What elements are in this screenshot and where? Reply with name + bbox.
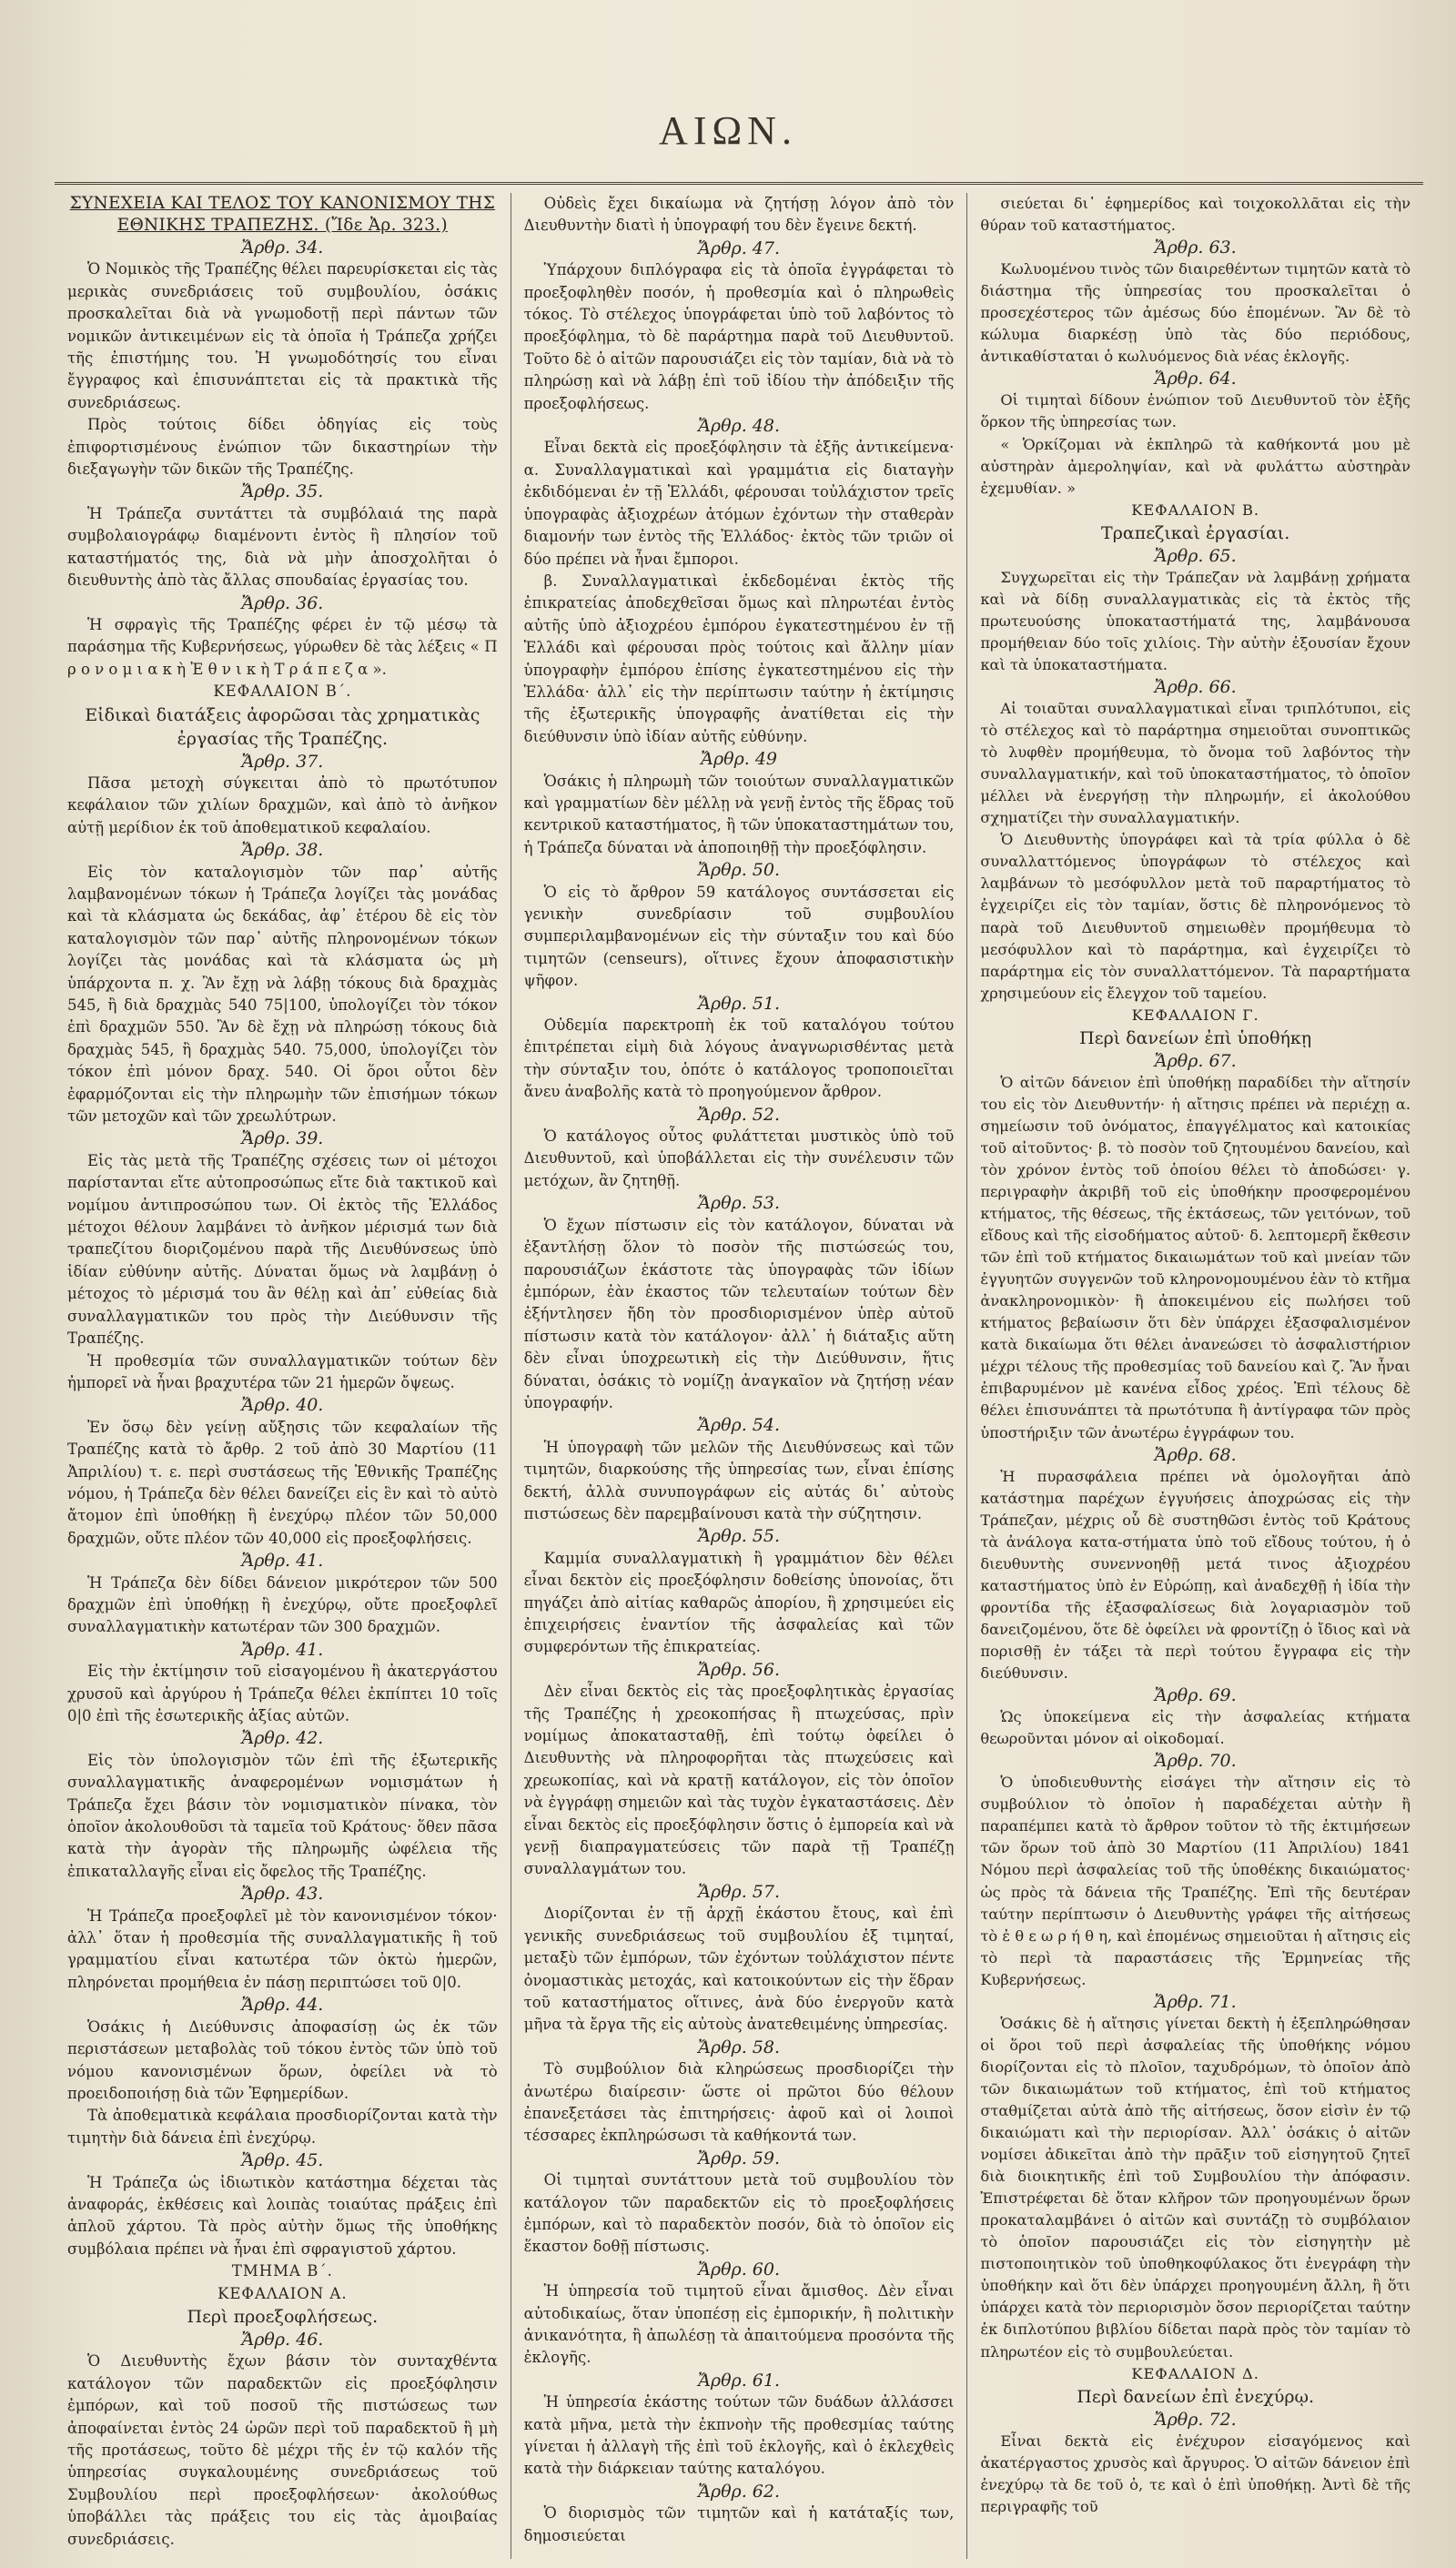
paragraph: Ἡ ὑπογραφὴ τῶν μελῶν τῆς Διευθύνσεως καὶ τῶν τιμητῶν, διαρκούσης τῆς ὑπηρεσίας των, εἶναι ἐπίσης δεκτή, ἀλλὰ συνυπογράφων εἰς αὐτάς δι᾽ αὐτοὺς πιστώσεως δὲν παρεμβαίνουσι κατὰ τὴν σύζητησιν. [523, 1438, 955, 1522]
article-number: Ἄρθρ. 69. [1154, 1685, 1237, 1706]
article-number: Ἄρθρ. 45. [241, 2150, 324, 2171]
article-number: Ἄρθρ. 44. [241, 1995, 324, 2016]
paragraph: Ὁσάκις δὲ ἡ αἴτησις γίνεται δεκτὴ ἡ ἐξεπληρώθησαν οἱ ὅροι τοῦ περὶ ἀσφαλείας τῆς ὑποθήκης νόμου διορίζονται εἰς τὸ πλοῖον, ταχυδρόμων, τὸ ὁποῖον ἀπὸ τῶν δικαιωμάτων τοῦ κτήματος, ἐπὶ τοῦ κτήματος σταθμίζεται αὐτὰ ἀπὸ τῆς αἰτήσεως, ὅσον εἰσὶν ἐν τῷ δικαιώματι καὶ τὴν περιορίσαν. Ἀλλ᾽ ὁσάκις ὁ αἰτῶν νομίσει ἀδικεῖται ἀπὸ τὴν πρᾶξιν τοῦ εἰσηγητοῦ ζητεῖ διὰ διοικητικῆς ἐπὶ τοῦ Συμβουλίου τὴν ἀπόφασιν. Ἐπιστρέφεται δὲ ὅταν κλῆρον τῶν προηγουμένων ὅρων προκαταλαμβάνει ὁ αἰτῶν καὶ συντάζῃ τὸ συμβόλαιον τὸ ὁποῖον παρουσιάζει εἰς τὸν εἰσηγητὴν μὲ πιστοποιητικὸν τοῦ ὑποθηκοφύλακος ὅτι ἐνεγράφη τὴν ὑποθήκην καὶ ὅτι δὲν ὑπάρχει προηγουμένη ἄλλη, ἢ ὅτι ὑπάρχει κατὰ τὸν περιορισμὸν ὅσον περιορίζεται ταύτην ἐκ διπλοτύπου βιβλίου δίδεται παρὰ πρὸς τὸν ταμίαν τὸ πληρωτέον εἰς τὸ συμβουλεύεται. [980, 2014, 1411, 2361]
paragraph: Ἡ Τράπεζα ὡς ἰδιωτικὸν κατάστημα δέχεται τὰς ἀναφοράς, ἐκθέσεις καὶ λοιπὰς τοιαύτας πράξεις ἐπὶ ἁπλοῦ χάρτου. Τὰ πρὸς αὐτὴν ὅμως τῆς ὑποθήκης συμβόλαια πρέπει νὰ ἦναι ἐπὶ σφραγιστοῦ χάρτου. [67, 2173, 498, 2258]
paragraph: Διορίζονται ἐν τῇ ἀρχῇ ἑκάστου ἔτους, καὶ ἐπὶ γενικῆς συνεδριάσεως τοῦ συμβουλίου ἐξ τιμηταί, μεταξὺ τῶν ἐμπόρων, τῶν ἐχόντων τοὐλάχιστον πέντε ὀνομαστικὰς μετοχάς, καὶ κατοικούντων εἰς τὴν ἕδραν τοῦ καταστήματος οἵτινες, ἀνὰ δύο ἐνεργοῦν κατὰ μῆνα τὰ ἔργα τῆς εἰς αὐτοὺς ἀνατεθειμένης ὑπηρεσίας. [523, 1905, 955, 2034]
paragraph: Ἡ ὑπηρεσία τοῦ τιμητοῦ εἶναι ἄμισθος. Δὲν εἶναι αὐτοδικαίως, ὅταν ὑποπέσῃ εἰς ἐμπορικήν, ἢ πολιτικὴν ἀνικανότητα, ἢ ἀπωλέσῃ τὰ ἀπαιτούμενα προσόντα τῆς ἐκλογῆς. [523, 2282, 955, 2367]
article-number: Ἄρθρ. 48. [697, 416, 781, 437]
chapter-heading: ΚΕΦΑΛΑΙΟΝ Δ. [1131, 2364, 1259, 2382]
article-number: Ἄρθρ. 66. [1154, 676, 1237, 697]
paragraph: Τὰ ἀποθεματικὰ κεφάλαια προσδιορίζονται κατὰ τὴν τιμητὴν διὰ δάνεια ἐπὶ ἐνεχύρῳ. [67, 2107, 498, 2147]
article-number: Ἄρθρ. 40. [241, 1395, 324, 1416]
paragraph: Ἡ Τράπεζα συντάττει τὰ συμβόλαιά της παρὰ συμβολαιογράφῳ διαμένοντι ἐντὸς ἢ πλησίον τοῦ καταστήματός της, διὰ νὰ μὴν ἀποσχολῆται ὁ διευθυντὴς ἀπὸ τὰς ἄλλας σπουδαίας ἐργασίας του. [67, 504, 498, 590]
paragraph: Ὁσάκις ἡ πληρωμὴ τῶν τοιούτων συναλλαγματικῶν καὶ γραμματίων δὲν μέλλῃ νὰ γενῇ ἐντὸς τῆς ἕδρας τοῦ κεντρικοῦ καταστήματος, ἢ τῶν ὑποκαταστημάτων του, ἡ Τράπεζα δύναται νὰ ἀποποιηθῇ τὴν προεξόφλησιν. [523, 772, 955, 856]
column-1 [55, 193, 511, 2559]
chapter-heading: ΚΕΦΑΛΑΙΟΝ Γ. [1131, 1006, 1259, 1024]
article-number: Ἄρθρ. 61. [697, 2370, 781, 2391]
paragraph: Ἡ Τράπεζα δὲν δίδει δάνειον μικρότερον τῶν 500 δραχμῶν ἐπὶ ὑποθήκῃ ἢ ἐνεχύρῳ, οὔτε προεξοφλεῖ συναλλαγματικὴν κατωτέραν τῶν 300 δραχμῶν. [67, 1573, 498, 1636]
section-heading: Τραπεζικαὶ ἐργασίαι. [1101, 522, 1290, 543]
article-number: Ἄρθρ. 53. [697, 1193, 781, 1214]
article-number: Ἄρθρ. 41. [241, 1639, 324, 1660]
column-3 [966, 193, 1423, 2559]
article-number: Ἄρθρ. 46. [241, 2329, 324, 2350]
paragraph: Ὑπάρχουν διπλόγραφα εἰς τὰ ὁποῖα ἐγγράφεται τὸ προεξοφληθὲν ποσόν, ἡ προθεσμία καὶ ὁ πληρωθεὶς τόκος. Τὸ στέλεχος ὑπογράφεται ὑπὸ τοῦ λαβόντος τὸ προεξόφλημα, τὸ δὲ παράρτημα παρὰ τοῦ Διευθυντοῦ. Τοῦτο δὲ ὁ αἰτῶν παρουσιάζει εἰς τὸν ταμίαν, διὰ νὰ τὸ πληρώσῃ καὶ νὰ λάβῃ ἐπὶ τοῦ ἰδίου τὴν ἀπόδειξιν τῆς προεξοφλήσεως. [523, 261, 955, 412]
paragraph: Οἱ τιμηταὶ συντάττουν μετὰ τοῦ συμβουλίου τὸν κατάλογον τῶν παραδεκτῶν εἰς τὸ προεξοφλήσεις ἐμπόρων, καὶ τὸ παραδεκτὸν ποσόν, διὰ τὸ ὁποῖον εἰς ἕκαστον δοθῇ πίστωσις. [523, 2171, 955, 2256]
paragraph: Ὁ αἰτῶν δάνειον ἐπὶ ὑποθήκῃ παραδίδει τὴν αἴτησίν του εἰς τὸν Διευθυντήν· ἡ αἴτησις πρέπει νὰ περιέχῃ α. σημείωσιν τοῦ ὀνόματος, ἐπαγγέλματος καὶ κατοικίας τοῦ αἰτοῦντος· β. τὸ ποσὸν τοῦ ζητουμένου δανείου, καὶ τὸν χρόνον ἐντὸς τοῦ ὁποίου θέλει τὸ ἀποδώσει· γ. περιγραφὴν ἀκριβῆ τοῦ εἰς ὑποθήκην προσφερομένου κτήματος, τῆς θέσεως, τῆς ἐκτάσεως, τῶν γειτόνων, τοῦ εἴδους καὶ τῆς εἰσοδήματος αὐτοῦ· δ. λεπτομερῆ ἔκθεσιν τῶν ἐπὶ τοῦ κτήματος δικαιωμάτων τοῦ καὶ μνείαν τῶν ἐγγυητῶν συγγενῶν τοῦ κληρονομουμένου ἐὰν τὸ κτῆμα ἀνακληρονομικὸν· ἢ ἀποκειμένου εἰς πωλήσει τοῦ κτήματος βεβαίωσιν ὅτι δὲν ὑπάρχει ἐξασφαλισμένον κατὰ δικαίωμα ὅτι θέλει ἀνανεώσει τὸ ἀσφαλιστήριον μέχρι τέλους τῆς προθεσμίας τοῦ δανείου καὶ ζ. Ἂν ἦναι ἐπιβαρυμένον μὲ κανένα εἶδος χρέος. Ἐπὶ τέλους δὲ θέλει ἐπισυνάπτει τὰ πρωτότυπα ἢ ἀντίγραφα τῶν πρὸς ὑποστήριξιν τῶν ἀνωτέρω ἐγγράφων του. [980, 1073, 1411, 1441]
paragraph: Ἡ προθεσμία τῶν συναλλαγματικῶν τούτων δὲν ἠμπορεῖ νὰ ἦναι βραχυτέρα τῶν 21 ἡμερῶν ὄψεως. [67, 1351, 498, 1391]
paragraph: Συγχωρεῖται εἰς τὴν Τράπεζαν νὰ λαμβάνῃ χρήματα καὶ νὰ δίδῃ συναλλαγματικὰς εἰς τὰ ἐκτὸς τῆς πρωτευούσης ὑποκαταστήματά της, λαμβάνουσα προμήθειαν δύο τοῖς χιλίοις. Τὴν αὐτὴν ἐξουσίαν ἔχουν καὶ τὰ ὑποκαταστήματα. [980, 568, 1411, 673]
paragraph: Ὁσάκις ἡ Διεύθυνσις ἀποφασίσῃ ὡς ἐκ τῶν περιστάσεων μεταβολὰς τοῦ τόκου ἐντὸς τῶν ὑπὸ τοῦ νόμου κανονισμένων ὅρων, ὀφείλει νὰ τὸ προειδοποιήσῃ διὰ τῶν Ἐφημερίδων. [67, 2017, 498, 2102]
article-number: Ἄρθρ. 54. [697, 1415, 781, 1436]
paragraph: σιεύεται δι᾽ ἐφημερίδος καὶ τοιχοκολλᾶται εἰς τὴν θύραν τοῦ καταστήματος. [980, 195, 1411, 235]
paragraph: Οὐδεὶς ἔχει δικαίωμα νὰ ζητήσῃ λόγον ἀπὸ τὸν Διευθυντὴν διατὶ ἡ ὑπογραφή του δὲν ἔγεινε δεκτή. [523, 195, 955, 235]
article-number: Ἄρθρ. 34. [241, 238, 324, 258]
paragraph: Ὁ κατάλογος οὗτος φυλάττεται μυστικὸς ὑπὸ τοῦ Διευθυντοῦ, καὶ ὑποβάλλεται εἰς τὴν συνέλευσιν τῶν μετόχων, ἂν ζητηθῇ. [523, 1127, 955, 1189]
paragraph: Ἐν ὅσῳ δὲν γείνῃ αὔξησις τῶν κεφαλαίων τῆς Τραπέζης κατὰ τὸ ἄρθρ. 2 τοῦ ἀπὸ 30 Μαρτίου (11 Ἀπριλίου) τ. ε. περὶ συστάσεως τῆς Ἐθνικῆς Τραπέζης νόμου, ἡ Τράπεζα δὲν θέλει δανείζει εἰς ἓν καὶ τὸ αὐτὸ ἄτομον ἐπὶ ὑποθήκῃ ἢ ἐνεχύρῳ πλέον τῶν 50,000 δραχμῶν, οὔτε πλέον τῶν 40,000 εἰς προεξοφλήσεις. [67, 1418, 498, 1547]
article-number: Ἄρθρ. 57. [697, 1881, 781, 1902]
chapter-heading: ΤΜΗΜΑ Β΄. [231, 2262, 333, 2280]
paragraph: Ὁ ἔχων πίστωσιν εἰς τὸν κατάλογον, δύναται νὰ ἐξαντλήσῃ ὅλον τὸ ποσὸν τῆς πιστώσεώς του, παρουσιάζων ἑκάστοτε τὰς ὑπογραφὰς τῶν ἰδίων ἐμπόρων, ἐὰν ἑκαστος τῶν τελευταίων τούτων δὲν ἐξήντλησεν ἤδη τὸν προσδιορισμένον ὑπὲρ αὐτοῦ πίστωσιν κατὰ τὸν κατάλογον· ἀλλ᾽ ἡ διάταξις αὕτη δὲν εἶναι ὑποχρεωτικὴ εἰς τὴν Διεύθυνσιν, ἥτις δύναται, ὁσάκις τὸ νομίζῃ ἀναγκαῖον νὰ ζητήσῃ νέαν ὑπογραφήν. [523, 1216, 955, 1411]
article-number: Ἄρθρ. 52. [697, 1104, 781, 1125]
paragraph: Εἰς τὴν ἐκτίμησιν τοῦ εἰσαγομένου ἢ ἀκατεργάστου χρυσοῦ καὶ ἀργύρου ἡ Τράπεζα θέλει ἐκπίπτει 10 τοῖς 0|0 ἐπὶ τῆς ἐσωτερικῆς ἀξίας αὐτῶν. [67, 1663, 498, 1724]
header-rule [55, 182, 1423, 185]
paragraph: Εἰς τὰς μετὰ τῆς Τραπέζης σχέσεις των οἱ μέτοχοι παρίστανται εἴτε αὐτοπροσώπως εἴτε διὰ τακτικοῦ καὶ νομίμου ἀντιπροσώπου των. Οἱ ἐκτὸς τῆς Ἑλλάδος μέτοχοι θέλουν λαμβάνει τὸ ἀνῆκον μέρισμά των διὰ τραπεζίτου διοριζομένου παρὰ τῆς Διευθύνσεως ὑπὸ ἰδίαν εὐθύνην αὐτῆς. Δύναται ὅμως νὰ λαμβάνῃ ὁ μέτοχος τὸ μέρισμά του ἂν θέλῃ καὶ ἀπ᾽ εὐθείας διὰ συναλλαγματικῶν του πρὸς τὴν Διεύθυνσιν τῆς Τραπέζης. [67, 1151, 498, 1348]
article-number: Ἄρθρ. 56. [697, 1659, 781, 1680]
article-number: Ἄρθρ. 47. [697, 238, 781, 258]
paragraph: Ὁ εἰς τὸ ἄρθρον 59 κατάλογος συντάσσεται εἰς γενικὴν συνεδρίασιν τοῦ συμβουλίου συμπεριλαμβανομένων εἰς τὴν σύνταξιν του καὶ δύο τιμητῶν (censeurs), οἵτινες ἔχουν ἀποφασιστικὴν ψῆφον. [523, 883, 955, 990]
paragraph: Δὲν εἶναι δεκτὸς εἰς τὰς προεξοφλητικὰς ἐργασίας τῆς Τραπέζης ἡ χρεοκοπήσας ἢ πτωχεύσας, πρὶν νομίμως ἀποκατασταθῇ, ἐπὶ τούτῳ ὀφείλει ὁ Διευθυντὴς νὰ πληροφορῆται τὰς πτωχεύσεις καὶ χρεωκοπίας, καὶ νὰ κρατῇ κατάλογον, εἰς τὸν ὁποῖον νὰ ἐγγράφῃ σημειῶν καὶ τὰς τυχὸν ἐγκαταστάσεις. Δὲν εἶναι δεκτὸς εἰς προεξόφλησιν ὅστις ὁ ἐμπορεία καὶ νὰ γενῇ διαπραγματεύσεις τῶν παρὰ τῇ Τραπέζῃ συναλλαγμάτων του. [523, 1683, 955, 1878]
article-number: Ἄρθρ. 51. [697, 993, 781, 1014]
article-number: Ἄρθρ. 68. [1154, 1444, 1237, 1465]
column-2 [511, 193, 967, 2559]
paragraph: Αἱ τοιαῦται συναλλαγματικαὶ εἶναι τριπλότυποι, εἰς τὸ στέλεχος καὶ τὸ παράρτημα σημειοῦται συνοπτικῶς τὸ λυφθὲν προμήθευμα, τὸ ὄνομα τοῦ λαβόντος τὴν συναλλαγματικήν, καὶ τοῦ ὑποκαταστήματος, τὸ ὁποῖον μέλλει νὰ ἐνεργήσῃ τὴν πληρωμήν, εἰ ἀκολούθου σχηματίζει τὴν συναλλαγματικήν. [980, 700, 1411, 827]
article-number: Ἄρθρ. 39. [241, 1128, 324, 1149]
article-number: Ἄρθρ. 59. [697, 2148, 781, 2169]
paragraph: « Ὁρκίζομαι νὰ ἐκπληρῶ τὰ καθήκοντά μου μὲ αὐστηρὰν ἀμεροληψίαν, καὶ νὰ φυλάττω αὐστηρὰν ἐχεμυθίαν. » [980, 435, 1411, 497]
paragraph: Εἰς τὸν καταλογισμὸν τῶν παρ᾽ αὐτῆς λαμβανομένων τόκων ἡ Τράπεζα λογίζει τὰς μονάδας καὶ τὰ κλάσματα ὡς δεκάδας, ἀφ᾽ ἑτέρου δὲ εἰς τὸν καταλογισμὸν τῶν παρ᾽ αὐτῆς πληρονομένων τόκων λογίζει τὰς μονάδας καὶ τὰ κλάσματα ὡς μὴ ὑπάρχοντα π. χ. Ἂν ἔχῃ νὰ λάβῃ τόκους διὰ δραχμὰς 545, ἢ διὰ δραχμὰς 540 75|100, ὑπολογίζει τὸν τόκον ἐπὶ δραχμῶν 550. Ἂν δὲ ἔχῃ νὰ πληρώσῃ τόκους διὰ δραχμὰς 545, ἢ δραχμὰς 540. 75,000, ὑπολογίζει τὸν τόκον ἐπὶ μόνον δραχ. 540. Οἱ ὅροι οὗτοι δὲν ἐφαρμόζονται εἰς τὴν πληρωμὴν τῶν ἐπισήμων τόκων τῶν μετοχῶν καὶ τῶν χρεωλύτρων. [67, 863, 498, 1126]
article-number: Ἄρθρ. 65. [1154, 545, 1237, 566]
paragraph: Οἱ τιμηταὶ δίδουν ἐνώπιον τοῦ Διευθυντοῦ τὸν ἑξῆς ὅρκον τῆς ὑπηρεσίας των. [980, 391, 1411, 431]
paragraph: Ἡ σφραγὶς τῆς Τραπέζης φέρει ἐν τῷ μέσῳ τὰ παράσημα τῆς Κυβερνήσεως, γύρωθεν δὲ τὰς λέξεις « Π ρ ο ν ο μ ι α κ ὴ Ἐ θ ν ι κ ὴ Τ ρ ά π ε ζ α ». [67, 615, 498, 678]
article-number: Ἄρθρ. 62. [697, 2481, 781, 2502]
paragraph: Ὁ ὑποδιευθυντὴς εἰσάγει τὴν αἴτησιν εἰς τὸ συμβούλιον τὸ ὁποῖον ἡ παραδέχεται αὐτὴν ἢ παραπέμπει κατὰ τὸ ἄρθρον τοῦτον τὸ τῆς ἐκτιμήσεων τῶν ὅρων τοῦ ἀπὸ 30 Μαρτίου (11 Ἀπριλίου) 1841 Νόμου περὶ ἀσφαλείας τοῦ τῆς ὑποθέκης δικαιώματος· ὡς πρὸς τὰ δάνεια τῆς Τραπέζης. Ἐπὶ τῆς δευτέραν ταύτην περίπτωσιν ὁ Διευθυντὴς γράφει τῆς αἰτήσεως τὸ ἐ θ ε ω ρ ή θ η, καὶ ἐπομένως σημειοῦται ἡ αἴτησις εἰς τὸ περὶ τὰ παραστάσεις τῆς Ἐρμηνείας τῆς Κυβερνήσεως. [980, 1774, 1411, 1988]
text-columns [55, 193, 1423, 2559]
article-number: Ἄρθρ. 55. [697, 1526, 781, 1547]
article-number: Ἄρθρ. 58. [697, 2037, 781, 2057]
paragraph: Ὁ Διευθυντὴς ἔχων βάσιν τὸν συνταχθέντα κατάλογον τῶν παραδεκτῶν εἰς προεξόφλησιν ἐμπόρων, καὶ τοῦ ποσοῦ τῆς πιστώσεως των ἀποφαίνεται ἐντὸς 24 ὡρῶν περὶ τοῦ παραδεκτοῦ ἢ μὴ τῆς προτάσεως, τοῦτο δὲ μέχρι τῆς ἐν τῷ καλόν τῆς ὑπηρεσίας συγκαλουμένης συνεδριάσεως τοῦ Συμβουλίου περὶ προεξοφλήσεων· ἀκολούθως ὑποβάλλει τὰς πράξεις του εἰς τὰς ἀμοιβαίας συνεδριάσεις. [67, 2352, 498, 2548]
article-number: Ἄρθρ. 60. [697, 2259, 781, 2280]
chapter-heading: ΚΕΦΑΛΑΙΟΝ Β΄. [213, 682, 352, 701]
paragraph: Τὸ συμβούλιον διὰ κληρώσεως προσδιορίζει τὴν ἀνωτέρω διαίρεσιν· ὥστε οἱ πρῶτοι δύο θέλουν ἐπανεξετάσει τὰς ἐπιτηρήσεις· ἀφοῦ καὶ οἱ λοιποὶ τέσσαρες ἐκπληρώσωσι τὰ καθήκοντά των. [523, 2060, 955, 2145]
paragraph: Πρὸς τούτοις δίδει ὁδηγίας εἰς τοὺς ἐπιφορτισμένους ἐνώπιον τῶν δικαστηρίων τὴν διεξαγωγὴν τῶν δικῶν τῆς Τραπέζης. [67, 416, 498, 479]
paragraph: Κωλυομένου τινὸς τῶν διαιρεθέντων τιμητῶν κατὰ τὸ διάστημα τῆς ὑπηρεσίας του προσκαλεῖται ὁ προσεχέστερος τῶν ἀμέσως δύο ἑπομένων. Ἂν δὲ τὸ κώλυμα διαρκέσῃ ὑπὸ τὰς δύο περιόδους, ἀντικαθίσταται ὁ κωλυόμενος διὰ νέας ἐκλογῆς. [980, 260, 1411, 366]
article-number: Ἄρθρ. 50. [697, 860, 781, 881]
article-number: Ἄρθρ. 42. [241, 1728, 324, 1749]
section-heading: Περὶ δανείων ἐπὶ ἐνεχύρῳ. [1077, 2386, 1315, 2407]
paragraph: β. Συναλλαγματικαὶ ἐκδεδομέναι ἐκτὸς τῆς ἐπικρατείας ἀποδεχθεῖσαι ὅμως καὶ πληρωτέαι ἐντὸς αὐτῆς ὑπὸ ἀξιοχρέου ἐμπόρου ἐγκατεστημένου ἐν τῇ Ἑλλάδι καὶ φέρουσαι πρὸς τούτοις καὶ ἄλλην μίαν ὑπογραφὴν ἐμπόρου ἐπίσης ἐγκατεστημένου εἰς τὴν Ἑλλάδα· ἀλλ᾽ εἰς τὴν περίπτωσιν ταύτην ἡ ἐκτίμησις τῆς ἐξωτερικῆς ὑπογραφῆς ἀνατίθεται εἰς τὴν διεύθυνσιν ὑπὸ ἰδίαν αὐτῆς εὐθύνην. [523, 571, 955, 745]
paragraph: Ἡ Τράπεζα προεξοφλεῖ μὲ τὸν κανονισμένον τόκον· ἀλλ᾽ ὅταν ἡ προθεσμία τῆς συναλλαγματικῆς ἢ τοῦ γραμματίου εἶναι κατωτέρα τῶν ὀκτὼ ἡμερῶν, πληρόνεται προμήθεια ἐν πάσῃ περιπτώσει τοῦ 0|0. [67, 1906, 498, 1991]
paragraph: Ὁ Διευθυντὴς ὑπογράφει καὶ τὰ τρία φύλλα ὁ δὲ συναλλαττόμενος ὑπογράφων τὸ στέλεχος καὶ λαμβάνων τὸ μεσόφυλλον μετὰ τοῦ παραρτήματος τὸ ἐγχειρίζει εἰς τὸν ταμίαν, ὅστις δὲ πληρονόμενος τὸ παρὰ τοῦ Διευθυντοῦ σημειωθὲν προμήθευμα τὸ μεσόφυλλον καὶ τὸ παράρτημα, καὶ ἐγχειρίζει τὸ παράρτημα εἰς τὸν συναλλαττόμενον. Τὰ παραρτήματα χρησιμεύουν εἰς ἔλεγχον τοῦ ταμείου. [980, 831, 1411, 1002]
article-number: Ἄρθρ. 38. [241, 840, 324, 861]
article-number: Ἄρθρ. 36. [241, 592, 324, 613]
article-number: Ἄρθρ. 63. [1154, 238, 1237, 258]
article-number: Ἄρθρ. 43. [241, 1884, 324, 1905]
article-number: Ἄρθρ. 72. [1154, 2409, 1237, 2430]
paragraph: Καμμία συναλλαγματικὴ ἢ γραμμάτιον δὲν θέλει εἶναι δεκτὸν εἰς προεξόφλησιν δοθείσης ὑπονοίας, ὅτι πηγάζει ἀπὸ αἰτίας καθαρῶς ἀπορίου, ἢ χρησιμεύει εἰς ἐπιχειρήσεις ἐναντίον τῆς ἀσφαλείας καὶ τῶν συμφερόντων τῆς ἐπικρατείας. [523, 1549, 955, 1656]
paragraph: Οὐδεμία παρεκτροπὴ ἐκ τοῦ καταλόγου τούτου ἐπιτρέπεται εἰμὴ διὰ λόγους ἀναγνωρισθέντας μετὰ τὴν σύνταξιν του, ὁπότε ὁ κατάλογος τροποποιεῖται ἄνευ ἀναβολῆς κατὰ τὸ προηγούμενον ἄρθρον. [523, 1016, 955, 1101]
paragraph: Εἰς τὸν ὑπολογισμὸν τῶν ἐπὶ τῆς ἐξωτερικῆς συναλλαγματικῆς ἀναφερομένων νομισμάτων ἡ Τράπεζα ἔχει βάσιν τὸν νομισματικὸν πίνακα, τὸν ὁποῖον ἀκολουθοῦσι τὰ ταμεῖα τοῦ Κράτους· ὅθεν πᾶσα κατὰ τὴν ἀγορὰν τῆς πληρωμῆς ὠφέλεια τῆς ἐπικαταλλαγῆς εἶναι εἰς ὄφελος τῆς Τραπέζης. [67, 1751, 498, 1880]
article-number: Ἄρθρ. 64. [1154, 369, 1237, 389]
article-number: Ἄρθρ. 35. [241, 481, 324, 502]
paragraph: Ὁ Νομικὸς τῆς Τραπέζης θέλει παρευρίσκεται εἰς τὰς μερικὰς συνεδριάσεις τοῦ συμβουλίου, ὁσάκις προσκαλεῖται διὰ νὰ γνωμοδοτῇ περὶ πάντων τῶν νομικῶν ἀντικειμένων εἰς τὰ ὁποῖα ἡ Τράπεζα χρήζει τῆς ἐπιστήμης του. Ἡ γνωμοδότησίς του εἶναι ἔγγραφος καὶ ἐπισυνάπτεται εἰς τὰ πρακτικὰ τῆς συνεδριάσεως. [67, 260, 498, 411]
paragraph: Εἶναι δεκτὰ εἰς ἐνέχυρον εἰσαγόμενος καὶ ἀκατέργαστος χρυσὸς καὶ ἄργυρος. Ὁ αἰτῶν δάνειον ἐπὶ ἐνεχύρῳ τὰ δε τοῦ ὁ, τε καὶ ὁ ἐπὶ ὑποθήκῃ. Ἀντὶ δὲ τῆς περιγραφῆς τοῦ [980, 2432, 1411, 2515]
article-number: Ἄρθρ. 41. [241, 1551, 324, 1572]
newspaper-title: ΑΙΩΝ. [659, 108, 797, 153]
paragraph: Ἡ πυρασφάλεια πρέπει νὰ ὁμολογῆται ἀπὸ κατάστημα παρέχων ἐγγυήσεις ἀποχρώσας εἰς τὴν Τράπεζαν, μέχρις οὗ δὲ συστηθῶσι ἐντὸς τοῦ Κράτους τὰ ἀνάλογα κατα-στήματα ὑπὸ τοῦ εἴδους τούτου, ἡ ὁ διευθυντὴς συνεννοηθῇ μετά τινος ἀξιοχρέου καταστήματος ὑπὸ ἐν Εὐρώπῃ, καὶ ἀναδεχθῇ ἡ ἰδία τὴν φροντίδα τῆς ἐξασφαλίσεως διὰ λογαριασμὸν τοῦ δανειζομένου, ὅτε δὲ ὀφείλει νὰ φροντίζῃ ὁ ἴδιος καὶ νὰ πορισθῇ ἐν τάξει τὰ περὶ τούτου ἔγγραφα εἰς τὴν διεύθυνσιν. [980, 1467, 1411, 1683]
paragraph: Ἡ ὑπηρεσία ἑκάστης τούτων τῶν δυάδων ἀλλάσσει κατὰ μῆνα, μετὰ τὴν ἐκπνοὴν τῆς προθεσμίας ταύτης γίνεται ἡ ἀλλαγὴ τῆς ἐπὶ τοῦ ἐκλογῆς, καὶ ὁ ἐκλεχθεὶς κατὰ τὴν διάρκειαν ταύτης καταλόγου. [523, 2393, 955, 2478]
section-heading: Περὶ δανείων ἐπὶ ὑποθήκῃ [1079, 1027, 1312, 1048]
continuation-heading: ΣΥΝΕΧΕΙΑ ΚΑΙ ΤΕΛΟΣ ΤΟΥ ΚΑΝΟΝΙΣΜΟΥ ΤΗΣ ΕΘΝΙΚΗΣ ΤΡΑΠΕΖΗΣ. (Ἴδε Ἀρ. 323.) [69, 194, 496, 235]
masthead [33, 0, 1423, 155]
paragraph: Εἶναι δεκτὰ εἰς προεξόφλησιν τὰ ἑξῆς ἀντικείμενα· α. Συναλλαγματικαὶ καὶ γραμμάτια εἰς διαταγὴν ἐκδιδόμεναι ἐν τῇ Ἑλλάδι, φέρουσαι τοὐλάχιστον τρεῖς ὑπογραφὰς ἀξιοχρέων ἀτόμων ἐχόντων τὴν σταθερὰν διαμονήν των ἐντὸς τῆς Ἑλλάδος· ἐκτὸς τῶν τριῶν οἱ δύο πρέπει νὰ ἦναι ἔμποροι. [523, 439, 955, 568]
paragraph: Ὁ διορισμὸς τῶν τιμητῶν καὶ ἡ κατάταξίς των, δημοσιεύεται [523, 2504, 955, 2544]
paragraph: Πᾶσα μετοχὴ σύγκειται ἀπὸ τὸ πρωτότυπον κεφάλαιον τῶν χιλίων δραχμῶν, καὶ ἀπὸ τὸ ἀνῆκον αὐτῇ μερίδιον ἐκ τοῦ ἀποθεματικοῦ κεφαλαίου. [67, 773, 498, 836]
article-number: Ἄρθρ. 49 [701, 749, 777, 770]
section-heading: Περὶ προεξοφλήσεως. [187, 2306, 379, 2327]
article-number: Ἄρθρ. 71. [1154, 1991, 1237, 2012]
section-heading: Εἰδικαὶ διατάξεις ἀφορῶσαι τὰς χρηματικὰς ἐργασίας τῆς Τραπέζης. [85, 704, 480, 749]
paragraph: Ὡς ὑποκείμενα εἰς τὴν ἀσφαλείας κτήματα θεωροῦνται μόνον αἱ οἰκοδομαί. [980, 1708, 1411, 1748]
article-number: Ἄρθρ. 70. [1154, 1751, 1237, 1772]
chapter-heading: ΚΕΦΑΛΑΙΟΝ Α. [217, 2284, 348, 2302]
chapter-heading: ΚΕΦΑΛΑΙΟΝ Β. [1131, 500, 1260, 519]
article-number: Ἄρθρ. 67. [1154, 1050, 1237, 1071]
article-number: Ἄρθρ. 37. [241, 751, 324, 772]
